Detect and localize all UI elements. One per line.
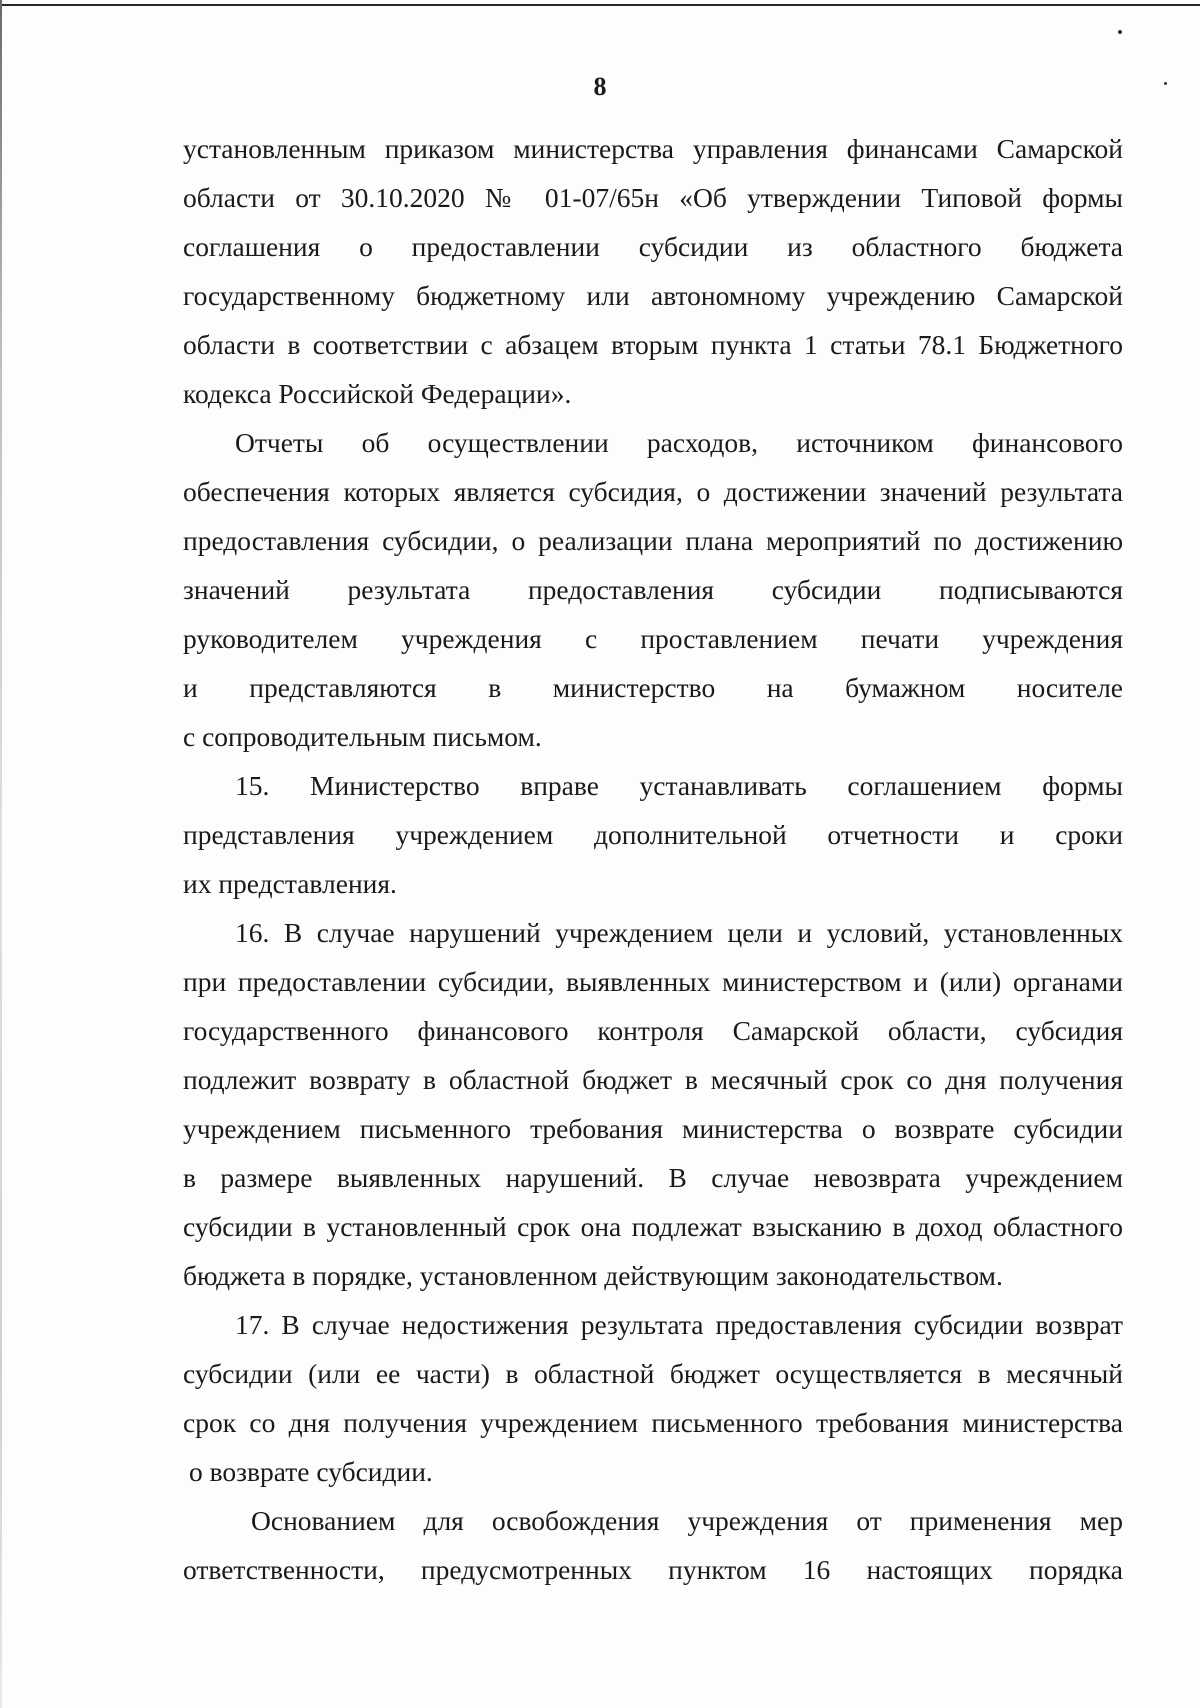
text-line: при предоставлении субсидии, выявленных министерством и (или) органами bbox=[183, 966, 1123, 997]
paragraph-item-17 bbox=[183, 1300, 1123, 1496]
document-body bbox=[183, 124, 1123, 1594]
text-line: 16. В случае нарушений учреждением цели и условий, установленных bbox=[235, 917, 1123, 948]
paragraph-continuation bbox=[183, 124, 1123, 418]
text-line: о возврате субсидии. bbox=[189, 1456, 433, 1487]
text-line: государственному бюджетному или автономному учреждению Самарской bbox=[183, 280, 1123, 311]
text-line: их представления. bbox=[183, 868, 397, 899]
text-line: учреждением письменного требования министерства о возврате субсидии bbox=[183, 1113, 1123, 1144]
text-line: области в соответствии с абзацем вторым пункта 1 статьи 78.1 Бюджетного bbox=[183, 329, 1123, 360]
text-line: в размере выявленных нарушений. В случае невозврата учреждением bbox=[183, 1162, 1123, 1193]
scan-border-top bbox=[0, 4, 1200, 6]
text-line: обеспечения которых является субсидия, о достижении значений результата bbox=[183, 476, 1123, 507]
text-line: Отчеты об осуществлении расходов, источником финансового bbox=[235, 427, 1123, 458]
text-line: предоставления субсидии, о реализации плана мероприятий по достижению bbox=[183, 525, 1123, 556]
text-line: представления учреждением дополнительной отчетности и сроки bbox=[183, 819, 1123, 850]
text-line: подлежит возврату в областной бюджет в месячный срок со дня получения bbox=[183, 1064, 1123, 1095]
text-line: кодекса Российской Федерации». bbox=[183, 378, 572, 409]
text-line: ответственности, предусмотренных пунктом 16 настоящих порядка bbox=[183, 1554, 1123, 1585]
page-number bbox=[0, 72, 1200, 102]
paragraph-item-16 bbox=[183, 908, 1123, 1300]
paragraph-reports bbox=[183, 418, 1123, 761]
text-line: и представляются в министерство на бумажном носителе bbox=[183, 672, 1123, 703]
text-line: Основанием для освобождения учреждения от применения мер bbox=[251, 1505, 1123, 1536]
text-line: области от 30.10.2020 № 01-07/65н «Об утверждении Типовой формы bbox=[183, 182, 1123, 213]
text-line: бюджета в порядке, установленном действующим законодательством. bbox=[183, 1260, 1003, 1291]
scan-border-left bbox=[0, 0, 2, 1708]
text-line: государственного финансового контроля Самарской области, субсидия bbox=[183, 1015, 1123, 1046]
text-line: соглашения о предоставлении субсидии из областного бюджета bbox=[183, 231, 1123, 262]
text-line: установленным приказом министерства управления финансами Самарской bbox=[183, 133, 1123, 164]
text-line: срок со дня получения учреждением письменного требования министерства bbox=[183, 1407, 1123, 1438]
text-line: субсидии (или ее части) в областной бюджет осуществляется в месячный bbox=[183, 1358, 1123, 1389]
paragraph-item-15 bbox=[183, 761, 1123, 908]
text-line: с сопроводительным письмом. bbox=[183, 721, 542, 752]
paragraph-basis bbox=[183, 1496, 1123, 1594]
page-number-text: 8 bbox=[593, 72, 607, 101]
text-line: 17. В случае недостижения результата предоставления субсидии возврат bbox=[235, 1309, 1123, 1340]
scan-speck bbox=[1118, 30, 1122, 34]
text-line: субсидии в установленный срок она подлежат взысканию в доход областного bbox=[183, 1211, 1123, 1242]
text-line: руководителем учреждения с проставлением печати учреждения bbox=[183, 623, 1123, 654]
text-line: значений результата предоставления субсидии подписываются bbox=[183, 574, 1123, 605]
text-line: 15. Министерство вправе устанавливать соглашением формы bbox=[235, 770, 1123, 801]
